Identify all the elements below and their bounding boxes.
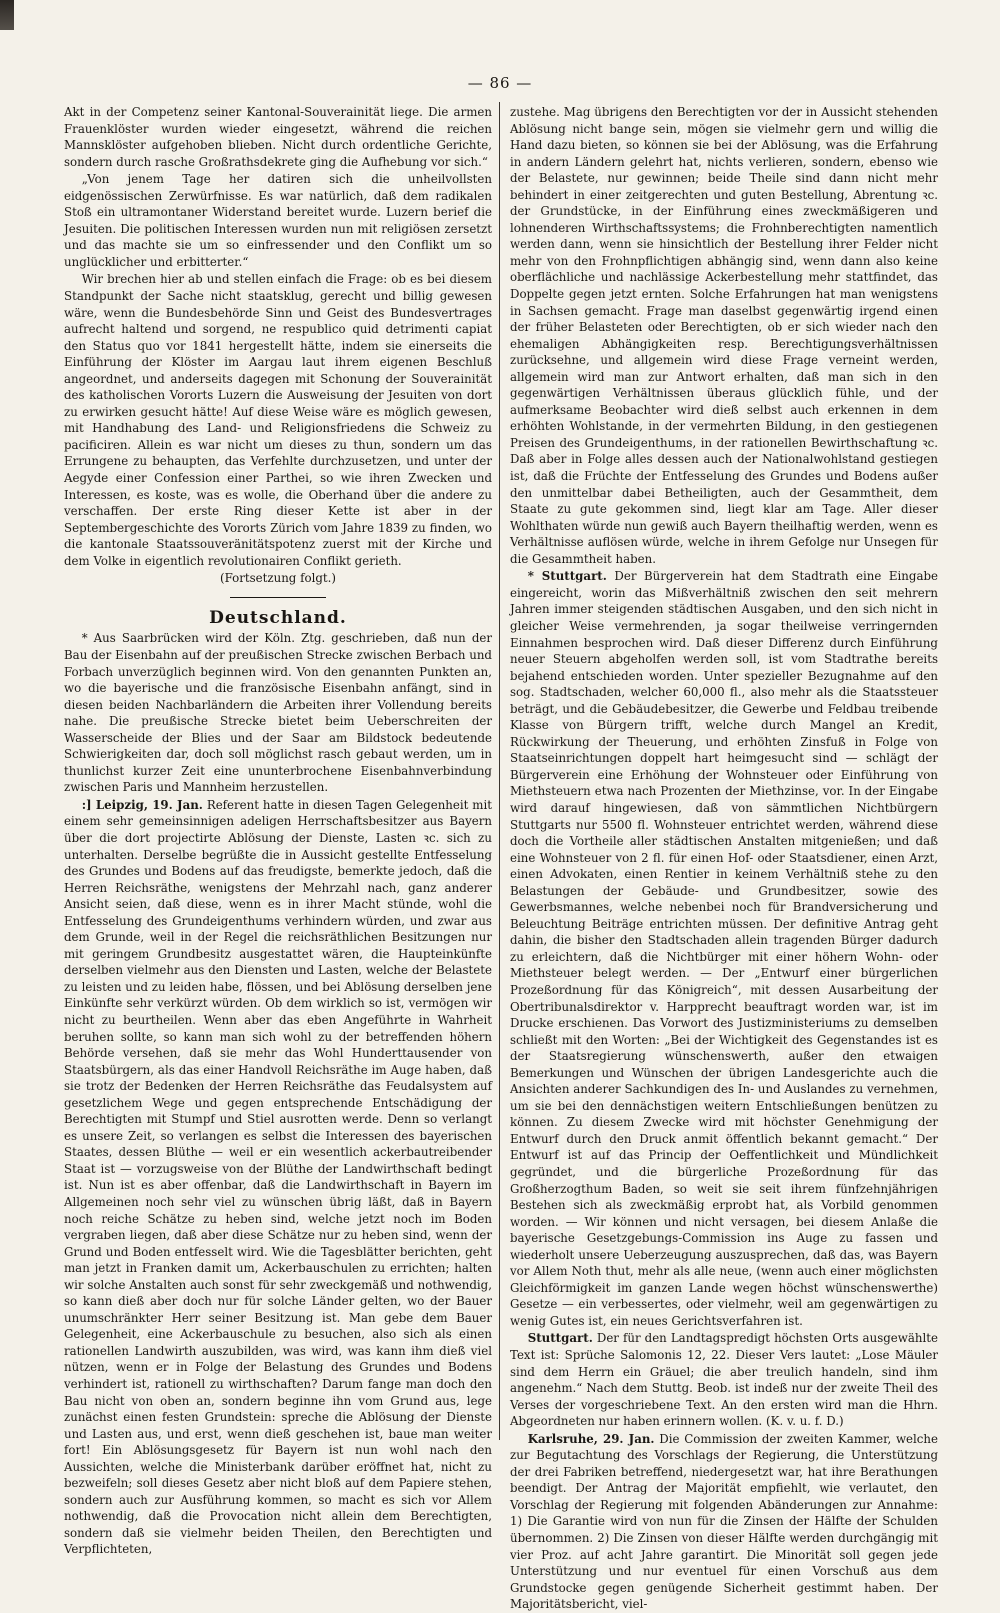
left-paragraph-2: „Von jenem Tage her datiren sich die unheilvollsten eidgenössischen Zerwürfnisse. Es war natürlich, daß dem radikalen Stoß ein ultramontaner Widerstand bereitet wurde. Luzern berief die Jesuiten. Die politischen Interessen wurden nun mit religiösen zersetzt und das machte sie um so einfressender und den Conflikt um so unglücklicher und erbitterter.“ [64, 172, 492, 269]
article-saarbruecken: * Aus Saarbrücken wird der Köln. Ztg. geschrieben, daß nun der Bau der Eisenbahn auf der preußischen Strecke zwischen Berbach und Forbach unverzüglich beginnen wird. Von den genannten Punkten an, wo die bayerische und die französische Eisenbahn anfängt, sind in diesen beiden Nachbarländern die Arbeiten ihrer Vollendung bereits nahe. Die preußische Strecke bietet beim Ueberschreiten der Wasserscheide der Blies und der Saar am Bildstock bedeutende Schwierigkeiten dar, doch soll möglichst rasch gebaut werden, um in thunlichst kurzer Zeit eine ununterbrochene Eisenbahnverbindung zwischen Paris und Mannheim herzustellen. [64, 631, 492, 795]
dateline-stuttgart-2: Stuttgart. [527, 1331, 593, 1346]
left-column [64, 104, 492, 1557]
page-number: — 86 — [467, 74, 533, 92]
article-leipzig-text: Referent hatte in diesen Tagen Gelegenheit mit einem sehr gemeinsinnigen adeligen Herrschaftsbesitzer aus Bayern über die dort projectirte Ablösung der Dienste, Lasten ꝛc. sich zu unterhalten. Derselbe begrüßte die in Aussicht gestellte Entfesselung des Grundes und Bodens auf das freudigste, bemerkte jedoch, daß die Herren Reichsräthe, wenigstens der Mehrzahl nach, ganz anderer Ansicht seien, daß diese, wenn es in ihrer Macht stünde, wohl die Entfesselung des Grundeigenthums verhindern würden, und zwar aus dem Grunde, weil in der Regel die reichsräthlichen Besitzungen nur mit geringem Grundbesitz ausgestattet wären, die Haupteinkünfte derselben vielmehr aus den Diensten und Lasten, welche der Belastete zu leisten und zu leiden habe, flössen, und bei Ablösung derselben jene Einkünfte sehr verkürzt würden. Ob dem wirklich so ist, vermögen wir nicht zu beurtheilen. Wenn aber das eben Angeführte in Wahrheit beruhen sollte, so kann man sich wohl zu der betreffenden höhern Behörde versehen, daß sie mehr das Wohl Hunderttausender von Staatsbürgern, als das einer Handvoll Reichsräthe im Auge haben, daß sie trotz der Bedenken der Herren Reichsräthe das Feudalsystem auf gesetzlichem Wege und gegen entsprechende Entschädigung der Berechtigten mit Stumpf und Stiel ausrotten werde. Denn so verlangt es unsere Zeit, so verlangen es selbst die Interessen des bayerischen Staates, dessen Blüthe — weil er ein wesentlich ackerbautreibender Staat ist — vorzugsweise von der Blüthe der Landwirthschaft bedingt ist. Nun ist es aber offenbar, daß die Landwirthschaft in Bayern im Allgemeinen noch sehr viel zu wünschen übrig läßt, daß in Bayern noch reiche Schätze zu heben sind, welche jetzt noch im Boden vergraben liegen, daß aber diese Schätze nur zu heben sind, wenn der Grund und Boden entfesselt wird. Wie die Tagesblätter berichten, geht man jetzt in Franken damit um, Ackerbauschulen zu errichten; halten wir solche Anstalten auch sonst für sehr zweckgemäß und nothwendig, so kann dieß aber doch nur für solche Länder gelten, wo der Bauer unumschränkter Herr seiner Besitzung ist. Man gebe dem Bauer Gelegenheit, eine Ackerbauschule zu besuchen, also sich als einen rationellen Landwirth auszubilden, was wird, was kann ihm dieß viel nützen, wenn er in Folge der Belastung des Grundes und Bodens verhindert ist, rationell zu wirthschaften? Darum fange man doch den Bau nicht von oben an, sondern beginne ihn vom Grund aus, lege zunächst einen festen Grundstein: spreche die Ablösung der Dienste und Lasten aus, und erst, wenn dieß geschehen ist, baue man weiter fort! Ein Ablösungsgesetz für Bayern ist nun wohl nach den Aussichten, welche die Ministerbank darüber eröffnet hat, nicht zu bezweifeln; soll dieses Gesetz aber nicht bloß auf dem Papiere stehen, sondern auch zur Ausführung kommen, so macht es sich vor Allem nothwendig, daß die Provocation nicht allein dem Berechtigten, sondern daß sie vielmehr beiden Theilen, den Berechtigten und Verpflichteten, [64, 797, 492, 1557]
binding-edge-mark [0, 0, 14, 30]
dateline-karlsruhe: Karlsruhe, 29. Jan. [527, 1431, 655, 1446]
left-paragraph-1: Akt in der Competenz seiner Kantonal-Souverainität liege. Die armen Frauenklöster wurden wieder eingesetzt, während die reichen Mannsklöster aufgehoben blieben. Nicht durch ordentliche Gerichte, sondern durch rasche Großrathsdekrete ging die Aufhebung vor sich.“ [64, 105, 492, 169]
section-divider [230, 597, 326, 598]
article-stuttgart-1 [510, 568, 938, 1329]
right-paragraph-1: zustehe. Mag übrigens den Berechtigten vor der in Aussicht stehenden Ablösung nicht bange sein, mögen sie vielmehr gern und willig die Hand dazu bieten, so können sie bei der Ablösung, was die Erfahrung in andern Ländern gelehrt hat, nichts verlieren, sondern, ebenso wie der Belastete, nur gewinnen; beide Theile sind dann nicht mehr behindert in einer zeitgerechten und guten Bestellung, Abrentung ꝛc. der Grundstücke, in der Einführung eines zweckmäßigeren und lohnenderen Wirthschaftssystems; die Frohnberechtigten namentlich werden dann, wenn sie hinsichtlich der Bestellung ihrer Felder nicht mehr von den Frohnpflichtigen abhängig sind, wenn dann also keine oberflächliche und nachlässige Ackerbestellung mehr stattfindet, das Doppelte gegen jetzt ernten. Solche Erfahrungen hat man wenigstens in Sachsen gemacht. Frage man daselbst gegenwärtig irgend einen der früher Belasteten oder Berechtigten, ob er sich wieder nach den ehemaligen Abhängigkeiten resp. Berechtigungsverhältnissen zurücksehne, und allgemein wird diese Frage verneint werden, allgemein wird man zur Antwort erhalten, daß man sich in den gegenwärtigen Verhältnissen überaus glücklich fühle, und der aufmerksame Beobachter wird dieß selbst auch erkennen in dem erhöhten Wohlstande, in der vermehrten Bildung, in den gestiegenen Preisen des Grundeigenthums, in der rationellen Bewirthschaftung ꝛc. Daß aber in Folge alles dessen auch der Nationalwohlstand gestiegen ist, daß die Früchte der Entfesselung des Grundes und Bodens außer den unmittelbar dabei Betheiligten, auch der Gesammtheit, dem Staate zu gute gekommen sind, liegt klar am Tage. Aller dieser Wohlthaten würde nun gewiß auch Bayern theilhaftig werden, wenn es Verhältnisse auflösen würde, welche in ihrem Gefolge nur Unsegen für die Gesammtheit haben. [510, 105, 938, 566]
article-karlsruhe-text: Die Commission der zweiten Kammer, welche zur Begutachtung des Vorschlags der Regierung, die Unterstützung der drei Fabriken betreffend, niedergesetzt war, hat ihre Berathungen beendigt. Der Antrag der Majorität empfiehlt, wie verlautet, den Vorschlag der Regierung mit folgenden Abänderungen zur Annahme: 1) Die Garantie wird von nun für die Zinsen der Hälfte der Schulden übernommen. 2) Die Zinsen von dieser Hälfte werden durchgängig mit vier Proz. auf acht Jahre garantirt. Die Minorität soll gegen jede Unterstützung und nur eventuel für einen Vorschuß aus dem Grundstocke gegen genügende Sicherheit gestimmt haben. Der Majoritätsbericht, viel- [510, 1431, 938, 1612]
article-stuttgart-2-text: Der für den Landtagspredigt höchsten Orts ausgewählte Text ist: Sprüche Salomonis 12, 22. Dieser Vers lautet: „Lose Mäuler sind dem Herrn ein Gräuel; die aber treulich handeln, sind ihm angenehm.“ Nach dem Stuttg. Beob. ist indeß nur der zweite Theil des Verses der vorgeschriebene Text. An den ersten wird man die Hhrn. Abgeordneten nur haben erinnern wollen. (K. v. u. f. D.) [510, 1331, 939, 1429]
article-stuttgart-2 [510, 1330, 938, 1429]
column-divider [499, 102, 500, 1440]
article-karlsruhe [510, 1431, 938, 1613]
article-leipzig [64, 797, 492, 1558]
article-stuttgart-1-text: Der Bürgerverein hat dem Stadtrath eine Eingabe eingereicht, worin das Mißverhältniß zwischen den seit mehrern Jahren immer steigenden städtischen Ausgaben, und den sich nicht in gleicher Weise vermehrenden, ja sogar theilweise verringernden Einnahmen besprochen wird. Daß dieser Differenz durch Einführung neuer Steuern abgeholfen werden soll, ist vom Stadtrathe bereits bejahend entschieden worden. Unter spezieller Bezugnahme auf den sog. Stadtschaden, welcher 60,000 fl., also mehr als die Staatssteuer beträgt, und die Gebäudebesitzer, die Gewerbe und Feldbau treibende Klasse von Bürgern trifft, welche durch Mangel an Kredit, Rückwirkung der Theuerung, und erhöhten Zinsfuß in Folge von Staatseinrichtungen doppelt hart heimgesucht sind — schlägt der Bürgerverein eine Erhöhung der Wohnsteuer oder Einführung von Miethsteuern etwa nach Prozenten der Miethzinse, vor. In der Eingabe wird darauf hingewiesen, daß von sämmtlichen Nichtbürgern Stuttgarts nur 5500 fl. Wohnsteuer entrichtet werden, während diese doch die Vortheile aller städtischen Anstalten mitgenießen; und daß eine Wohnsteuer von 2 fl. für einen Hof- oder Staatsdiener, einen Arzt, einen Advokaten, einen Rentier in keinem Verhältniß stehe zu den Belastungen der Gebäude- und Grundbesitzer, sowie des Gewerbsmannes, welche nebenbei noch für Brandversicherung und Beleuchtung Beiträge entrichten müssen. Der definitive Antrag geht dahin, die bisher den Stadtschaden allein tragenden Bürger dadurch zu erleichtern, daß die Nichtbürger mit einer höhern Wohn- oder Miethsteuer belegt werden. — Der „Entwurf einer bürgerlichen Prozeßordnung für das Königreich“, mit dessen Ausarbeitung der Obertribunalsdirektor v. Harpprecht beauftragt worden war, ist im Drucke erschienen. Das Vorwort des Justizministeriums zu demselben schließt mit den Worten: „Bei der Wichtigkeit des Gegenstandes ist es der Staatsregierung wünschenswerth, außer den etwaigen Bemerkungen und Wünschen der übrigen Landesgerichte auch die Ansichten anderer Sachkundigen des In- und Auslandes zu vernehmen, um sie bei den dennächstigen weitern Entschließungen benützen zu können. Zu diesem Zwecke wird mit höchster Genehmigung der Entwurf durch den Druck anmit öffentlich bekannt gemacht.“ Der Entwurf ist auf das Princip der Oeffentlichkeit und Mündlichkeit gegründet, und die bürgerliche Prozeßordnung für das Großherzogthum Baden, so weit sie seit ihrem fünfzehnjährigen Bestehen sich als zweckmäßig erprobt hat, als Vorbild genommen worden. — Wir können und nicht versagen, bei diesem Anlaße die bayerische Gesetzgebungs-Commission ins Auge zu fassen und wiederholt unsere Ueberzeugung auszusprechen, daß das, was Bayern vor Allem Noth thut, mehr als alle neue, (wenn auch einer möglichsten Gleichförmigkeit im ganzen Lande wegen höchst wünschenswerthe) Gesetze — ein verbessertes, oder vielmehr, weil am gegenwärtigen zu wenig Gutes ist, ein neues Gerichtsverfahren ist. [510, 569, 939, 1328]
left-paragraph-3: Wir brechen hier ab und stellen einfach die Frage: ob es bei diesem Standpunkt der Sache nicht staatsklug, gerecht und billig gewesen wäre, wenn die Bundesbehörde Sinn und Geist des Bundesvertrages aufrecht haltend und sorgend, ne respublico quid detrimenti capiat den Status quo vor 1841 hergestellt hätte, indem sie einerseits die Einführung der Klöster im Aargau laut ihrem eigenen Beschluß angeordnet, und anderseits dagegen mit Schonung der Souverainität des katholischen Vororts Luzern die Ausweisung der Jesuiten von dort zu erwirken gesucht hätte! Auf diese Weise wäre es möglich gewesen, mit Handhabung des Land- und Religionsfriedens die Schweiz zu pacificiren. Allein es war nicht um dieses zu thun, sondern um das Errungene zu behaupten, das Verfehlte durchzusetzen, und unter der Aegyde einer Confession einer Parthei, so wie ihren Zwecken und Interessen, es koste, was es wolle, die Oberhand über die andere zu verschaffen. Der erste Ring dieser Kette ist aber in der Septembergeschichte des Vororts Zürich vom Jahre 1839 zu finden, wo die kantonale Staatssouveränitätspotenz zuerst mit der Kirche und dem Volke in eigentlich revolutionairen Conflikt gerieth. [64, 272, 492, 568]
dateline-stuttgart-1: * Stuttgart. [527, 569, 607, 584]
dateline-leipzig: :] Leipzig, 19. Jan. [81, 797, 203, 812]
section-heading: Deutschland. [209, 607, 347, 628]
right-column [510, 104, 939, 1612]
continuation-note: (Fortsetzung folgt.) [220, 571, 336, 586]
